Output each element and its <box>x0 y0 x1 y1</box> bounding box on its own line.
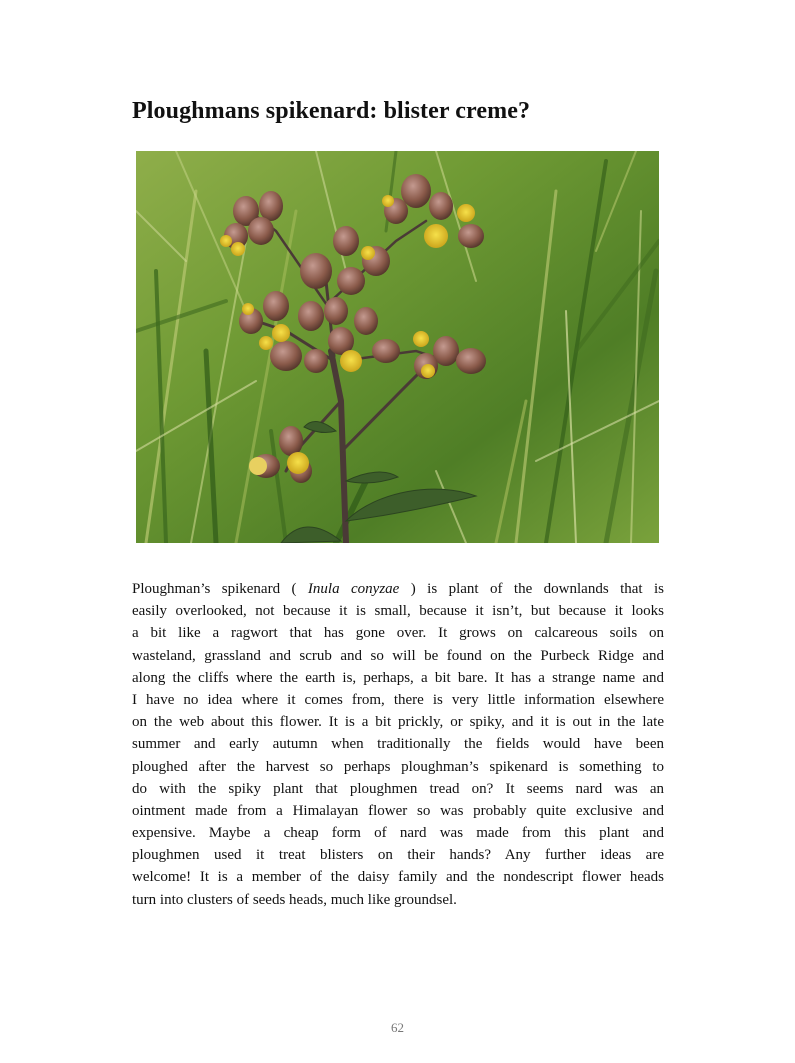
body-line: do with the spiky plant that ploughmen tread on? It seems nard was an <box>132 780 664 797</box>
body-line-start: Ploughman’s spikenard ( <box>132 581 308 597</box>
page-title: Ploughmans spikenard: blister creme? <box>132 98 531 124</box>
body-line: expensive. Maybe a cheap form of nard was made from this plant and <box>132 825 664 842</box>
body-line: a bit like a ragwort that has gone over. It grows on calcareous soils on <box>132 625 664 642</box>
body-line: ploughed after the harvest so perhaps ploughman’s spikenard is something to <box>132 758 664 775</box>
body-line: turn into clusters of seeds heads, much like groundsel. <box>132 891 457 908</box>
body-line <box>132 578 664 600</box>
body-line: along the cliffs where the earth is, perhaps, a bit bare. It has a strange name and <box>132 669 664 686</box>
page-number: 62 <box>391 1020 404 1035</box>
spikenard-photo <box>136 151 659 543</box>
body-line: welcome! It is a member of the daisy family and the nondescript flower heads <box>132 869 664 886</box>
body-line: summer and early autumn when traditionally the fields would have been <box>132 736 664 753</box>
species-name: Inula conyzae <box>307 581 400 597</box>
body-line: wasteland, grassland and scrub and so will be found on the Purbeck Ridge and <box>132 647 664 664</box>
spikenard-photo-illustration <box>136 151 659 543</box>
body-line: I have no idea where it comes from, there is very little information elsewhere <box>132 691 664 708</box>
body-line-end: ) is plant of the downlands that is <box>399 581 664 597</box>
body-line: on the web about this flower. It is a bit prickly, or spiky, and it is out in the late <box>132 714 664 731</box>
body-line: ploughmen used it treat blisters on their hands? Any further ideas are <box>132 847 664 864</box>
body-paragraph <box>132 578 664 911</box>
body-line: easily overlooked, not because it is small, because it isn’t, but because it looks <box>132 603 664 620</box>
body-line: ointment made from a Himalayan flower so was probably quite exclusive and <box>132 802 664 819</box>
